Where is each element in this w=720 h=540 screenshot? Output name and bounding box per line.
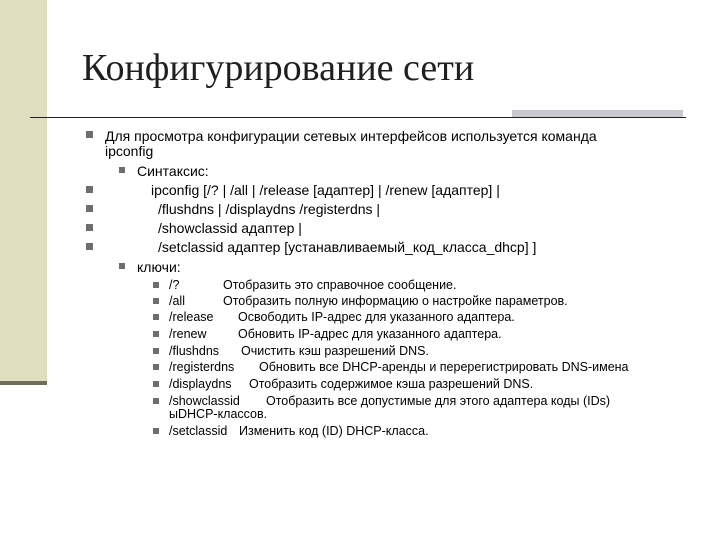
title-divider-accent — [512, 110, 683, 117]
syntax-line-2: /flushdns | /displaydns /registerdns | — [158, 201, 381, 217]
bullet-icon — [119, 167, 125, 173]
left-accent-bar — [0, 0, 47, 385]
bullet-icon — [153, 298, 159, 304]
intro-line-1: Для просмотра конфигурации сетевых интерфейсов используется команда — [105, 128, 597, 144]
bullet-icon — [153, 348, 159, 354]
key-item-key: /? — [169, 278, 180, 292]
bullet-icon — [153, 314, 159, 320]
key-item-desc: Изменить код (ID) DHCP-класса. — [239, 424, 429, 438]
bullet-icon — [153, 331, 159, 337]
bullet-icon — [86, 186, 93, 193]
keys-heading: ключи: — [137, 259, 181, 275]
left-accent-bar-shadow — [0, 381, 47, 385]
key-item-key: /setclassid — [169, 424, 228, 438]
bullet-icon — [86, 224, 93, 231]
key-item-key: /displaydns — [169, 377, 232, 391]
bullet-icon — [153, 282, 159, 288]
bullet-icon — [153, 364, 159, 370]
bullet-icon — [153, 381, 159, 387]
key-item-desc: Отобразить содержимое кэша разрешений DNS. — [249, 377, 534, 391]
key-item-desc: Обновить все DHCP-аренды и перерегистрировать DNS-имена — [259, 360, 629, 374]
key-item-desc: Освободить IP-адрес для указанного адаптера. — [238, 310, 515, 324]
bullet-icon — [119, 263, 125, 269]
key-item-desc: Обновить IP-адрес для указанного адаптера. — [238, 327, 502, 341]
key-item-key: /showclassid — [169, 394, 240, 408]
key-item-key: /all — [169, 294, 185, 308]
title-divider-line — [30, 117, 686, 118]
key-item-key: /renew — [169, 327, 207, 341]
key-item-desc-continued: ыDHCP-классов. — [169, 407, 268, 421]
bullet-icon — [86, 205, 93, 212]
bullet-icon — [153, 398, 159, 404]
key-item-desc: Отобразить это справочное сообщение. — [223, 278, 457, 292]
bullet-icon — [86, 131, 93, 138]
slide-title: Конфигурирование сети — [82, 47, 475, 89]
key-item-key: /registerdns — [169, 360, 235, 374]
key-item-desc: Отобразить все допустимые для этого адаптера коды (IDs) — [266, 394, 611, 408]
key-item-desc: Отобразить полную информацию о настройке параметров. — [223, 294, 568, 308]
syntax-heading: Синтаксис: — [137, 163, 209, 179]
key-item-key: /release — [169, 310, 214, 324]
syntax-line-4: /setclassid адаптер [устанавливаемый_код_класса_dhcp] ] — [158, 239, 537, 255]
intro-line-2: ipconfig — [105, 143, 154, 159]
syntax-line-1: ipconfig [/? | /all | /release [адаптер] | /renew [адаптер] | — [151, 182, 500, 198]
syntax-line-3: /showclassid адаптер | — [158, 220, 302, 236]
key-item-desc: Очистить кэш разрешений DNS. — [241, 344, 429, 358]
bullet-icon — [86, 243, 93, 250]
bullet-icon — [153, 428, 159, 434]
key-item-key: /flushdns — [169, 344, 220, 358]
